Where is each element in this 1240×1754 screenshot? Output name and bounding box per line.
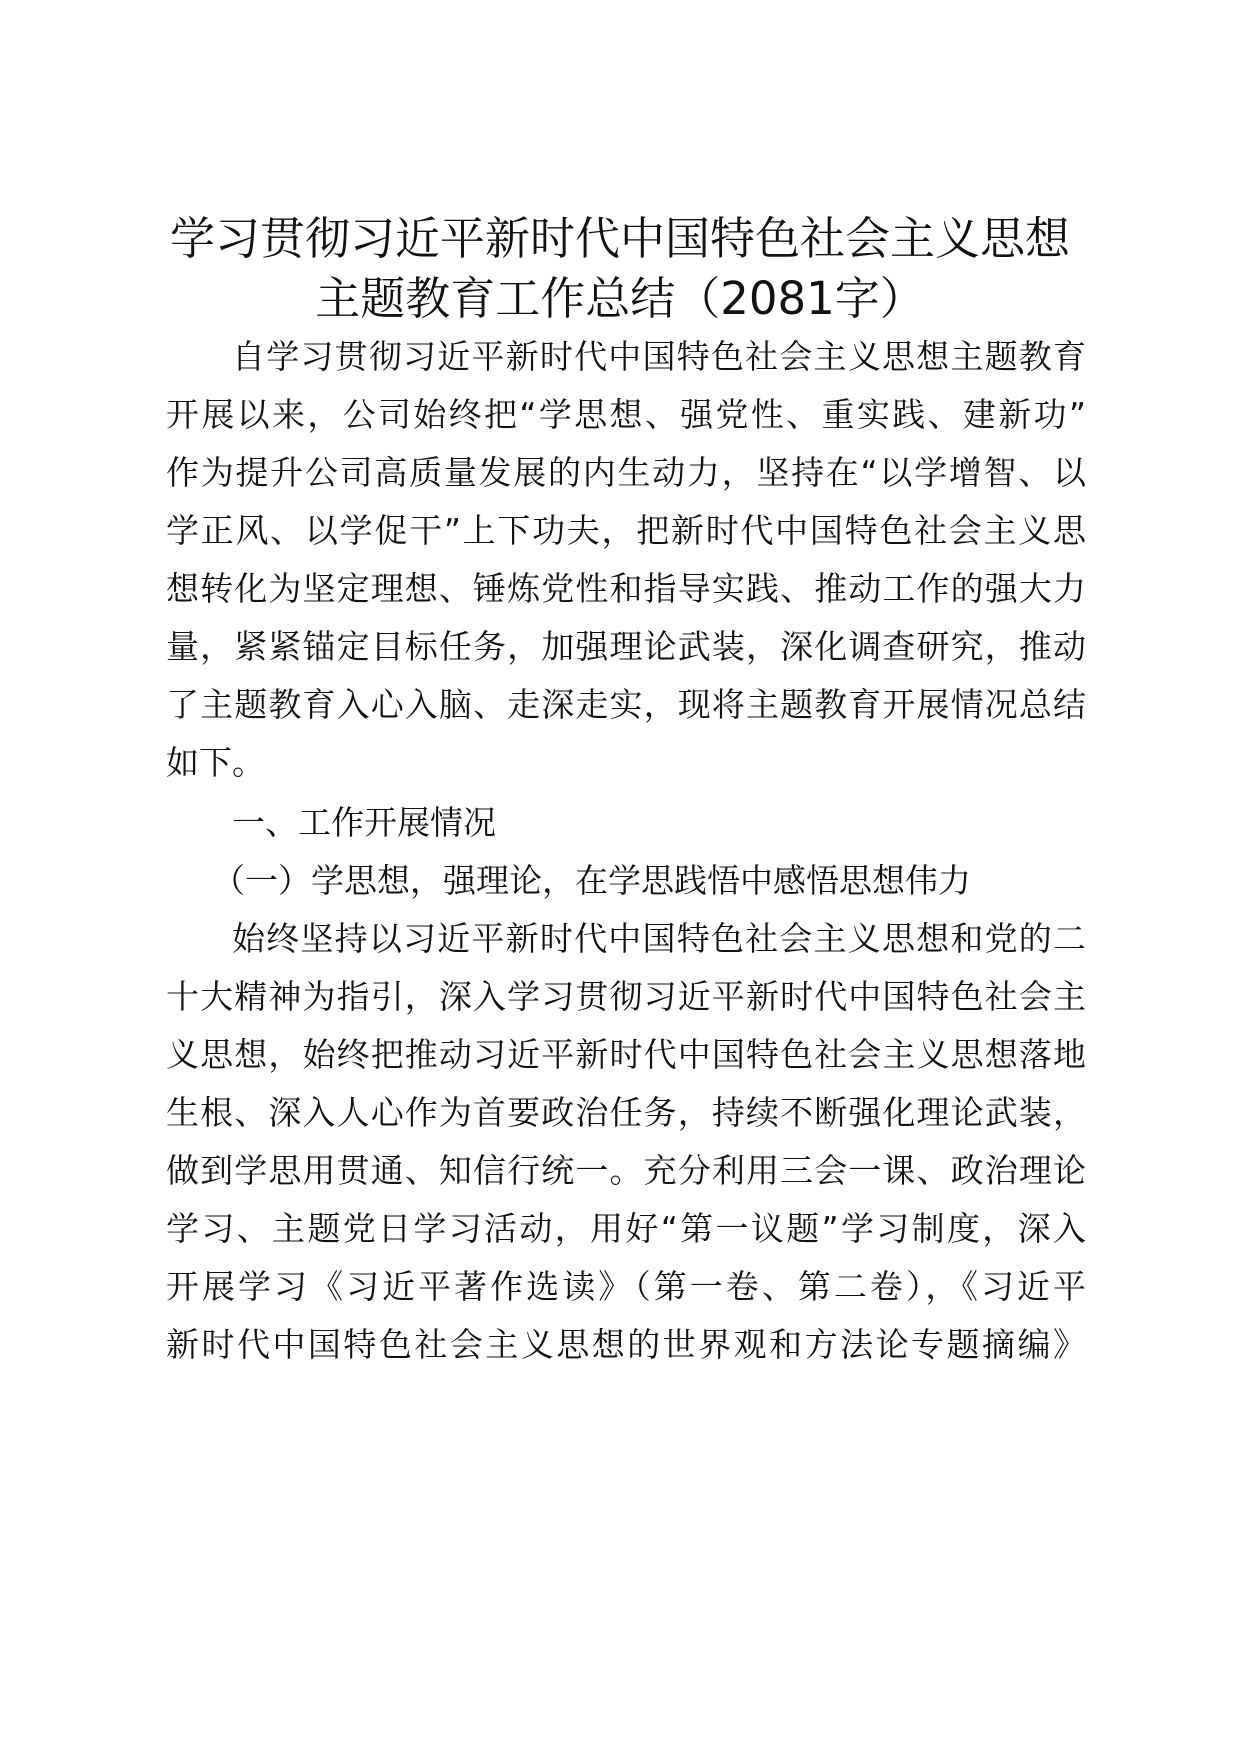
paragraph-1-line: 了主题教育入心入脑、走深走实，现将主题教育开展情况总结 bbox=[166, 685, 1086, 724]
paragraph-2-line: 做到学思用贯通、知信行统一。充分利用三会一课、政治理论 bbox=[166, 1151, 1086, 1190]
paragraph-2-line: 十大精神为指引，深入学习贯彻习近平新时代中国特色社会主 bbox=[166, 977, 1086, 1016]
paragraph-1-line: 想转化为坚定理想、锤炼党性和指导实践、推动工作的强大力 bbox=[166, 569, 1086, 608]
paragraph-2-line: 生根、深入人心作为首要政治任务，持续不断强化理论武装， bbox=[166, 1093, 1086, 1132]
document-title-line-2: 主题教育工作总结（2081字） bbox=[315, 272, 925, 325]
paragraph-2-line: 新时代中国特色社会主义思想的世界观和方法论专题摘编》 bbox=[166, 1325, 1086, 1364]
paragraph-2-line: 义思想，始终把推动习近平新时代中国特色社会主义思想落地 bbox=[166, 1035, 1086, 1074]
document-title-line-1: 学习贯彻习近平新时代中国特色社会主义思想 bbox=[169, 212, 1070, 265]
subsection-heading: （一）学思想，强理论，在学思践悟中感悟思想伟力 bbox=[212, 861, 971, 900]
paragraph-1-line: 开展以来，公司始终把“学思想、强党性、重实践、建新功” bbox=[166, 395, 1086, 434]
paragraph-1-line: 学正风、以学促干”上下功夫，把新时代中国特色社会主义思 bbox=[166, 511, 1086, 550]
paragraph-1-line: 作为提升公司高质量发展的内生动力，坚持在“以学增智、以 bbox=[166, 453, 1086, 492]
paragraph-2-line: 学习、主题党日学习活动，用好“第一议题”学习制度，深入 bbox=[166, 1209, 1086, 1248]
paragraph-1-line: 如下。 bbox=[166, 743, 265, 782]
paragraph-1-line: 量，紧紧锚定目标任务，加强理论武装，深化调查研究，推动 bbox=[166, 627, 1086, 666]
paragraph-2-line: 开展学习《习近平著作选读》（第一卷、第二卷），《习近平 bbox=[166, 1267, 1086, 1306]
paragraph-2-line: 始终坚持以习近平新时代中国特色社会主义思想和党的二 bbox=[232, 919, 1086, 958]
paragraph-1-line: 自学习贯彻习近平新时代中国特色社会主义思想主题教育 bbox=[232, 337, 1086, 376]
section-heading: 一、工作开展情况 bbox=[232, 803, 496, 842]
